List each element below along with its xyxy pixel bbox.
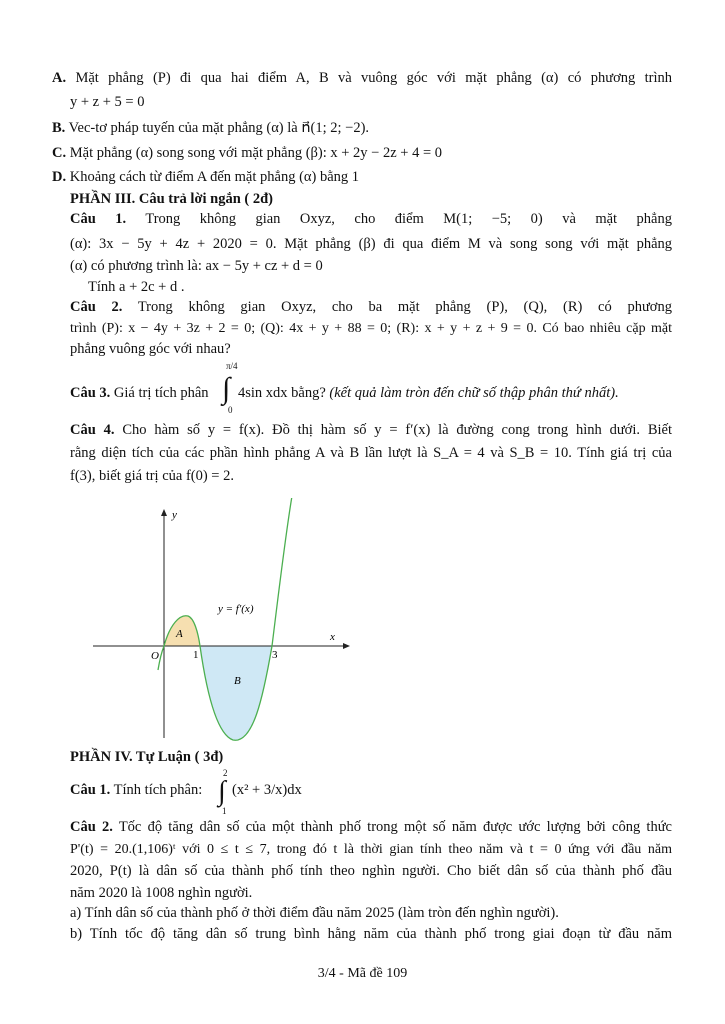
part3-q2-line1 <box>70 297 672 319</box>
part4-q2-label: Câu 2. <box>70 819 113 835</box>
integral-sign-icon: ∫ <box>222 372 231 405</box>
part3-q3-pre: Giá trị tích phân <box>113 385 209 401</box>
option-a-equation: y + z + 5 = 0 <box>70 94 145 110</box>
option-a-text: Mặt phẳng (P) đi qua hai điểm A, B và vuông góc với mặt phẳng (α) có phương trình <box>75 70 672 86</box>
option-a-label: A. <box>52 70 67 86</box>
page-footer: 3/4 - Mã đề 109 <box>317 966 408 981</box>
part3-q3-lower-limit: 0 <box>228 405 233 415</box>
x-axis-label: x <box>330 631 335 643</box>
part3-q1-line1-text: Trong không gian Oxyz, cho điểm M(1; −5; 0) và mặt phẳng <box>145 211 672 227</box>
part4-q2-line1-text: Tốc độ tăng dân số của một thành phố trong một số năm được ước lượng bởi công thức <box>118 819 672 835</box>
integral-sign-icon: ∫ <box>218 776 226 807</box>
x-axis-arrow-icon <box>343 643 350 649</box>
option-c-label: C. <box>52 145 67 161</box>
option-a <box>52 68 672 90</box>
part4-q2-a: a) Tính dân số của thành phố ở thời điểm đầu năm 2025 (làm tròn đến nghìn người). <box>70 905 559 921</box>
part4-q1-label: Câu 1. <box>70 782 111 798</box>
part4-heading <box>70 747 672 769</box>
option-c <box>52 143 672 165</box>
part3-heading <box>70 189 672 211</box>
part3-q1-label: Câu 1. <box>70 211 127 227</box>
option-d <box>52 167 672 189</box>
part3-q3-label: Câu 3. <box>70 385 111 401</box>
part4-q1-upper-limit: 2 <box>223 768 228 778</box>
part4-q2-b: b) Tính tốc độ tăng dân số trung bình hằng năm của thành phố trong giai đoạn từ đầu năm <box>70 926 672 942</box>
part4-q2-line2: P'(t) = 20.(1,106)ᵗ với 0 ≤ t ≤ 7, trong đó t là thời gian tính theo năm và t = 0 ứng với đầu năm <box>70 842 672 857</box>
part3-q3-upper-limit: π/4 <box>226 361 238 371</box>
part4-q1-lower-limit: 1 <box>222 806 227 816</box>
part3-q1-line3: (α) có phương trình là: ax − 5y + cz + d = 0 <box>70 258 323 274</box>
region-a-label: A <box>176 628 183 640</box>
part3-q4-line3: f(3), biết giá trị của f(0) = 2. <box>70 468 234 484</box>
option-b <box>52 118 672 140</box>
part3-q3-rest <box>238 383 619 405</box>
part3-q1-line4: Tính a + 2c + d . <box>88 279 185 295</box>
y-axis-label: y <box>172 509 177 521</box>
y-axis-arrow-icon <box>161 509 167 516</box>
part4-q1 <box>70 780 672 802</box>
part3-q2-line2: trình (P): x − 4y + 3z + 2 = 0; (Q): 4x + y + 88 = 0; (R): x + y + z + 9 = 0. Có bao nhiêu cặp mặt <box>70 321 672 336</box>
derivative-graph <box>88 498 358 748</box>
region-b-label: B <box>234 675 241 687</box>
origin-label: O <box>151 650 159 662</box>
option-d-text: Khoảng cách từ điểm A đến mặt phẳng (α) bằng 1 <box>69 169 360 185</box>
part3-q2-line3: phẳng vuông góc với nhau? <box>70 341 231 357</box>
option-b-text: Vec-tơ pháp tuyến của mặt phẳng (α) là n⃗(1; 2; −2). <box>68 120 370 136</box>
part4-q2-line4: năm 2020 là 1008 nghìn người. <box>70 885 253 901</box>
part3-q3-note: (kết quả làm tròn đến chữ số thập phân thứ nhất). <box>329 385 619 401</box>
option-c-text: Mặt phẳng (α) song song với mặt phẳng (β): x + 2y − 2z + 4 = 0 <box>69 145 443 161</box>
part4-q2-line3: 2020, P(t) là dân số của thành phố tính theo nghìn người. Cho biết dân số của thành phố đầu <box>70 863 672 879</box>
part3-q4-label: Câu 4. <box>70 422 115 438</box>
part3-q4-line1-text: Cho hàm số y = f(x). Đồ thị hàm số y = f′(x) là đường cong trong hình dưới. Biết <box>122 422 672 438</box>
option-d-label: D. <box>52 169 67 185</box>
option-b-label: B. <box>52 120 66 136</box>
part4-heading-text: PHẦN IV. Tự Luận ( 3đ) <box>70 749 224 765</box>
part3-q1-line1 <box>70 209 672 231</box>
part3-q1-line2: (α): 3x − 5y + 4z + 2020 = 0. Mặt phẳng (β) đi qua điểm M và song song với mặt phẳng <box>70 236 672 252</box>
part3-q2-line1-text: Trong không gian Oxyz, cho ba mặt phẳng (P), (Q), (R) có phương <box>137 299 672 315</box>
part4-q2-line1 <box>70 817 672 839</box>
part4-q1-pre: Tính tích phân: <box>113 782 203 798</box>
part3-q3-post: bằng? <box>291 385 326 401</box>
tick-3-label: 3 <box>272 649 278 661</box>
part3-q2-label: Câu 2. <box>70 299 123 315</box>
region-b-shape <box>200 646 272 740</box>
tick-1-label: 1 <box>193 649 199 661</box>
part4-q1-integrand: (x² + 3/x)dx <box>232 782 302 798</box>
part3-heading-text: PHẦN III. Câu trả lời ngắn ( 2đ) <box>70 191 273 207</box>
curve-label: y = f′(x) <box>218 603 254 615</box>
part3-q3-integrand: 4sin xdx <box>238 385 288 401</box>
part3-q4-line1 <box>70 420 672 442</box>
part3-q4-line2: rằng diện tích của các phần hình phẳng A và B lần lượt là S_A = 4 và S_B = 10. Tính giá trị của <box>70 445 672 461</box>
